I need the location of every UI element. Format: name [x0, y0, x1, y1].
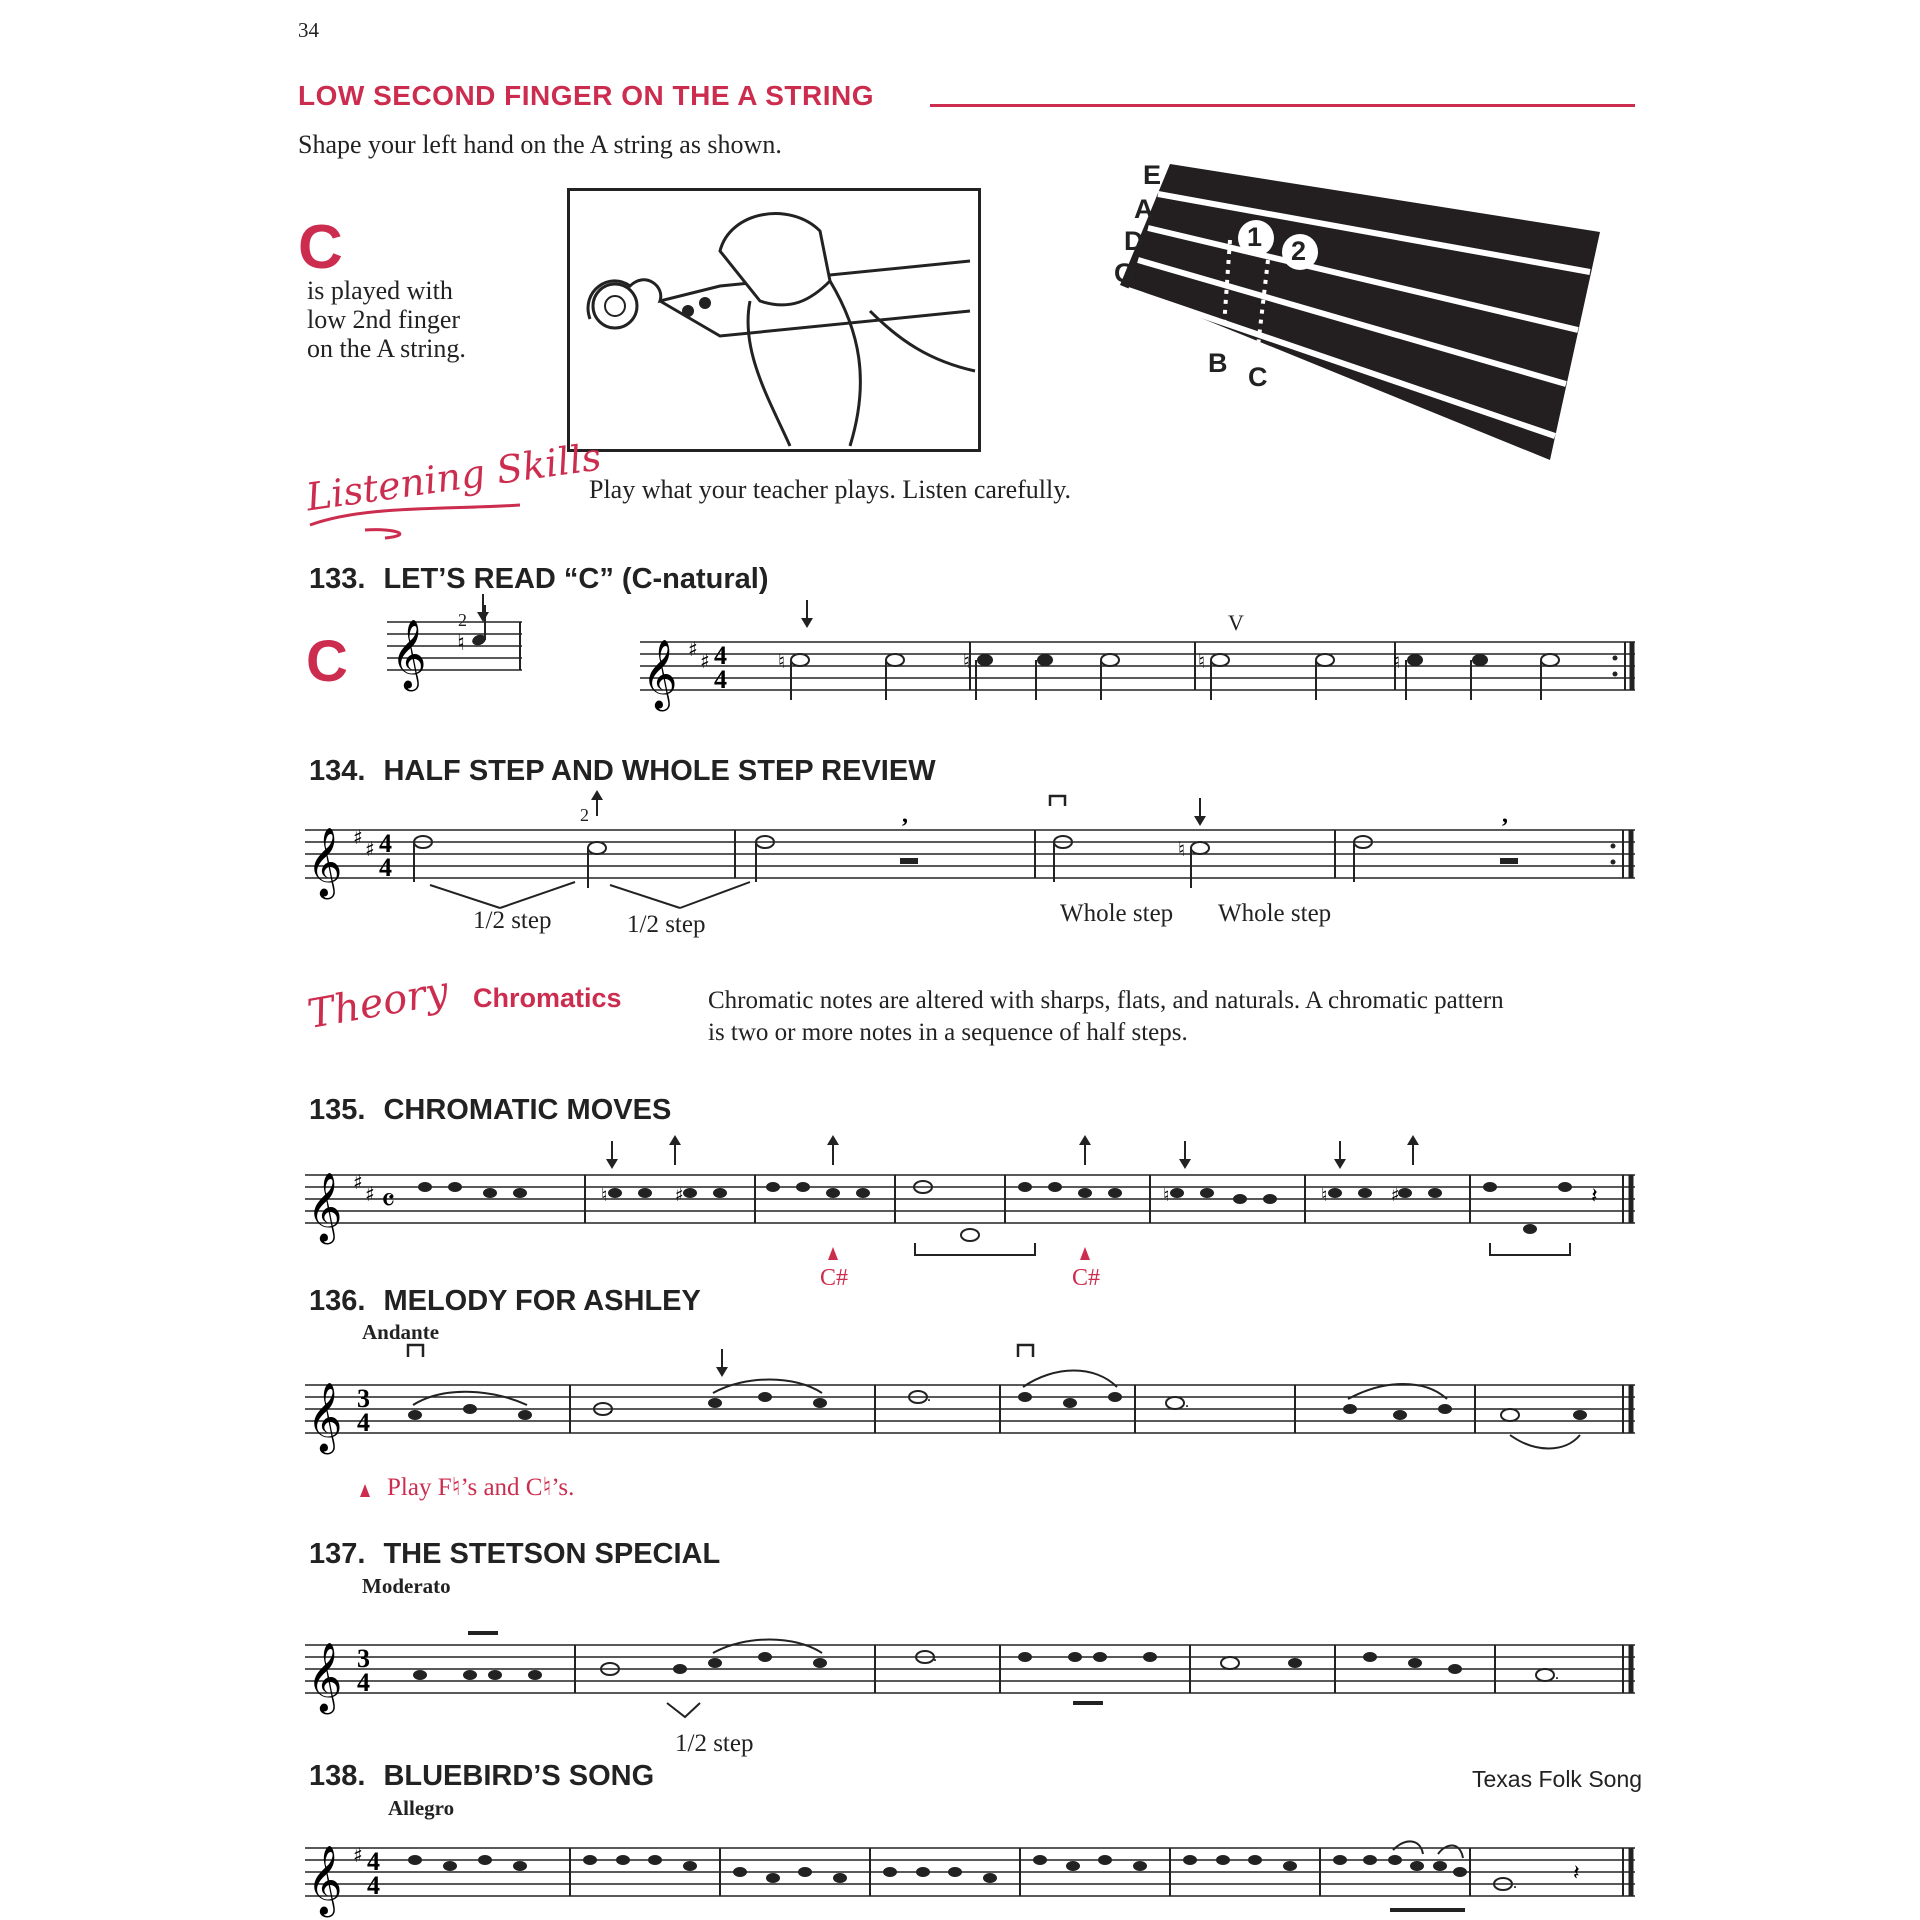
svg-text:𝄽: 𝄽 [1573, 1861, 1580, 1886]
note-desc-line: low 2nd finger [307, 305, 461, 334]
footnote-naturals: Play F♮’s and C♮’s. [387, 1474, 575, 1501]
svg-text:.: . [1555, 1666, 1559, 1683]
theory-label: Theory [304, 968, 452, 1038]
page-number: 34 [298, 18, 319, 42]
half-step-label-3: 1/2 step [675, 1730, 754, 1757]
svg-text:4: 4 [379, 853, 392, 882]
staff-133 [640, 600, 1640, 720]
staff-134 [305, 790, 1645, 920]
listening-skills-label: Listening Skills [303, 434, 604, 520]
svg-text:.: . [1513, 1875, 1517, 1892]
exercise-title: HALF STEP AND WHOLE STEP REVIEW [383, 755, 936, 787]
exercise-title: BLUEBIRD’S SONG [383, 1760, 655, 1792]
svg-text:3: 3 [357, 1384, 370, 1413]
theory-heading: Chromatics [473, 983, 622, 1013]
exercise-number: 135. [309, 1094, 366, 1126]
csharp-label-2: C# [1072, 1265, 1101, 1291]
note-c-staff [387, 600, 527, 720]
svg-text:𝄞: 𝄞 [642, 639, 678, 709]
finger-mark-2-high: 2 [580, 805, 589, 825]
svg-text:♯: ♯ [700, 649, 710, 673]
theory-text-line: is two or more notes in a sequence of half steps. [708, 1019, 1188, 1046]
svg-text:4: 4 [367, 1847, 380, 1876]
exercise-137-title [309, 1538, 720, 1571]
svg-text:,: , [902, 802, 908, 828]
staff-138 [305, 1808, 1645, 1918]
svg-text:𝄞: 𝄞 [307, 1845, 343, 1915]
svg-text:4: 4 [367, 1871, 380, 1900]
svg-text:4: 4 [357, 1408, 370, 1437]
svg-text:𝄞: 𝄞 [307, 1642, 343, 1712]
string-label-d: D [1124, 226, 1144, 256]
finger-number-2: 2 [1291, 236, 1307, 266]
note-description [307, 276, 537, 363]
exercise-title: MELODY FOR ASHLEY [383, 1285, 701, 1317]
half-step-label-2: 1/2 step [627, 911, 706, 938]
whole-step-label-2: Whole step [1218, 900, 1332, 927]
exercise-title: CHROMATIC MOVES [383, 1094, 672, 1126]
svg-text:♮: ♮ [457, 631, 465, 656]
note-desc-line: on the A string. [307, 334, 466, 363]
svg-text:4: 4 [357, 1668, 370, 1697]
svg-text:4: 4 [379, 829, 392, 858]
svg-text:.: . [609, 1400, 613, 1417]
svg-text:♯: ♯ [365, 837, 375, 861]
svg-text:4: 4 [714, 665, 727, 694]
section-title: LOW SECOND FINGER ON THE A STRING [298, 80, 874, 111]
whole-step-label-1: Whole step [1060, 900, 1174, 927]
listening-text: Play what your teacher plays. Listen carefully. [589, 475, 1072, 504]
bow-mark-up: V [1228, 610, 1244, 635]
exercise-133-note-letter: C [306, 629, 348, 694]
finger-mark-2: 2 [458, 610, 467, 630]
svg-text:♯: ♯ [365, 1182, 375, 1206]
exercise-number: 133. [309, 563, 366, 595]
section-lead: Shape your left hand on the A string as shown. [298, 130, 782, 159]
finger-number-1: 1 [1247, 222, 1263, 252]
exercise-number: 138. [309, 1760, 366, 1792]
exercise-number: 136. [309, 1285, 366, 1317]
exercise-number: 134. [309, 755, 366, 787]
svg-text:4: 4 [714, 641, 727, 670]
note-label-c: C [1248, 362, 1268, 392]
svg-text:♮: ♮ [963, 649, 971, 673]
attribution: Texas Folk Song [1472, 1766, 1643, 1792]
staff-135 [305, 1125, 1645, 1265]
svg-text:♯: ♯ [353, 1170, 363, 1194]
svg-text:3: 3 [357, 1644, 370, 1673]
half-step-label-1: 1/2 step [473, 907, 552, 934]
svg-text:.: . [933, 1648, 937, 1665]
svg-text:♮: ♮ [1198, 649, 1206, 673]
theory-text [708, 985, 1504, 1049]
tempo-moderato: Moderato [362, 1574, 451, 1598]
svg-text:♯: ♯ [688, 637, 698, 661]
exercise-138-title [309, 1760, 654, 1793]
svg-text:.: . [927, 1388, 931, 1405]
svg-text:♮: ♮ [1393, 649, 1401, 673]
exercise-133-title [309, 563, 769, 596]
hand-position-illustration [567, 188, 981, 452]
svg-text:𝄞: 𝄞 [391, 619, 427, 689]
svg-text:𝄞: 𝄞 [307, 827, 343, 897]
svg-text:𝄽: 𝄽 [1591, 1184, 1598, 1209]
note-label-b: B [1208, 348, 1228, 378]
svg-text:𝄞: 𝄞 [307, 1382, 343, 1452]
title-rule [930, 104, 1635, 107]
exercise-number: 137. [309, 1538, 366, 1570]
svg-text:♮: ♮ [601, 1185, 608, 1206]
svg-text:,: , [1502, 802, 1508, 828]
svg-text:♮: ♮ [778, 649, 786, 673]
svg-text:♮: ♮ [1321, 1185, 1328, 1206]
svg-text:𝄞: 𝄞 [307, 1172, 343, 1242]
svg-text:♮: ♮ [1178, 837, 1186, 861]
string-label-e: E [1143, 160, 1162, 190]
tempo-andante: Andante [362, 1320, 440, 1344]
svg-text:𝄴: 𝄴 [381, 1181, 396, 1219]
exercise-136-title [309, 1285, 701, 1318]
svg-text:♮: ♮ [1163, 1185, 1170, 1206]
exercise-title: LET’S READ “C” (C-natural) [383, 563, 769, 595]
listening-underline [305, 500, 525, 540]
exercise-134-title [309, 755, 936, 788]
staff-136 [305, 1335, 1645, 1475]
svg-text:♯: ♯ [675, 1185, 684, 1206]
svg-text:.: . [1185, 1394, 1189, 1411]
string-label-a: A [1134, 194, 1154, 224]
svg-text:♯: ♯ [353, 1843, 363, 1867]
note-letter-c: C [298, 213, 343, 282]
svg-text:♯: ♯ [1391, 1185, 1400, 1206]
theory-text-line: Chromatic notes are altered with sharps, flats, and naturals. A chromatic pattern [708, 987, 1504, 1014]
fingerboard-diagram [1100, 150, 1610, 470]
note-desc-line: is played with [307, 276, 453, 305]
csharp-label-1: C# [820, 1265, 849, 1291]
svg-text:♯: ♯ [353, 825, 363, 849]
string-label-g: G [1114, 258, 1136, 288]
tempo-allegro: Allegro [388, 1796, 455, 1820]
exercise-135-title [309, 1094, 671, 1127]
exercise-title: THE STETSON SPECIAL [383, 1538, 721, 1570]
staff-137 [305, 1595, 1645, 1745]
